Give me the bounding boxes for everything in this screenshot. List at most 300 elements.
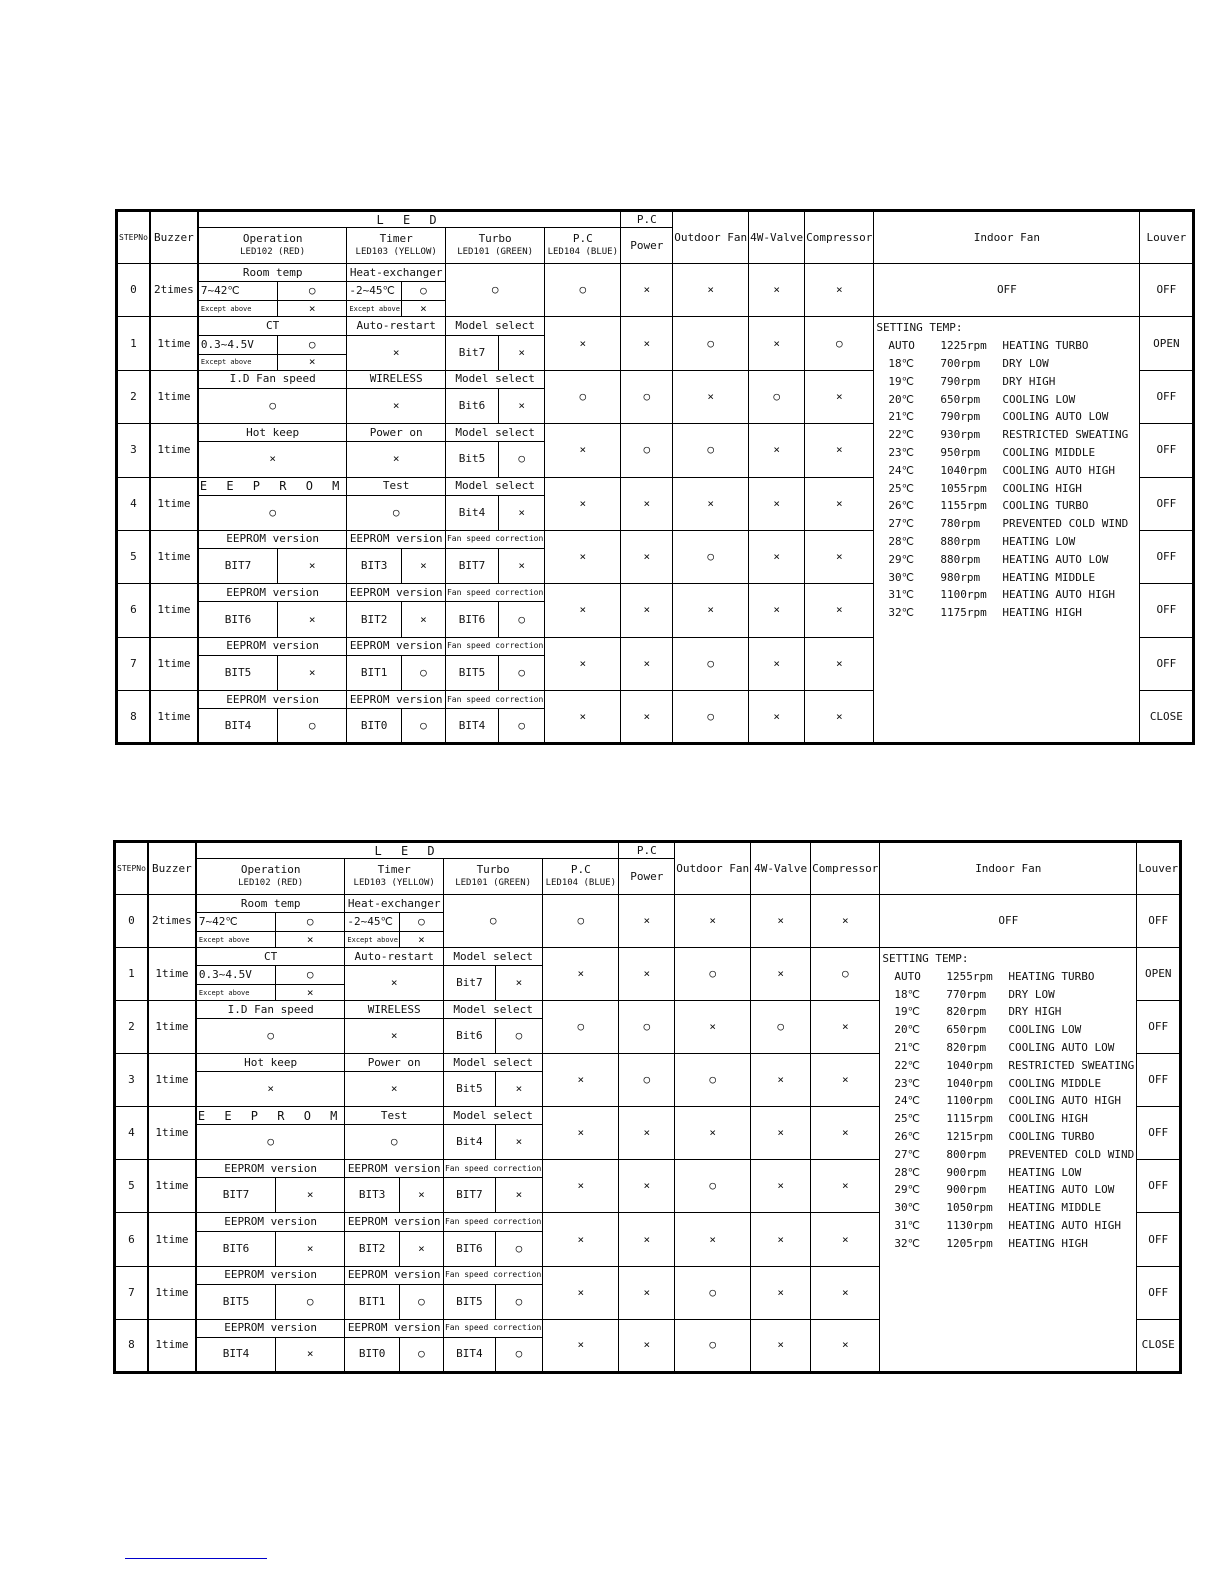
pc-led-value: × (543, 1160, 619, 1213)
model-select-value: × (499, 495, 545, 530)
fan-setting-mode: COOLING AUTO HIGH (1008, 1094, 1121, 1108)
fan-setting-temp: 28℃ (888, 534, 914, 548)
step-number: 8 (117, 691, 150, 744)
outdoor-fan-value: × (675, 1107, 751, 1160)
eeprom-version-label: EEPROM version (347, 637, 446, 655)
fan-setting-row (882, 1217, 1134, 1235)
eeprom-bit-value: × (278, 602, 347, 637)
header-pc-led (543, 859, 619, 895)
eeprom-bit: BIT2 (345, 1231, 400, 1266)
fan-setting-mode: DRY HIGH (1002, 374, 1056, 388)
hot-keep-label: Hot keep (196, 1054, 345, 1072)
model-select-bit: Bit5 (445, 442, 498, 477)
wireless-value: × (345, 1019, 444, 1054)
fan-setting-row (876, 426, 1137, 444)
fan-setting-rpm: 880rpm (940, 534, 981, 548)
outdoor-fan-value: ○ (673, 317, 749, 370)
power-on-value: × (345, 1072, 444, 1107)
eeprom-bit-value: ○ (276, 1284, 345, 1319)
model-select-value: × (499, 335, 545, 370)
except-above-label: Except above (196, 985, 276, 1001)
fan-setting-mode: HEATING HIGH (1002, 606, 1082, 620)
fan-speed-bit: BIT7 (445, 549, 498, 584)
pc-led-value: ○ (543, 1001, 619, 1054)
fan-setting-rpm: 650rpm (946, 1023, 987, 1037)
fan-speed-bit-value: ○ (499, 709, 545, 744)
fan-setting-temp: 20℃ (894, 1023, 920, 1037)
fan-setting-temp: 21℃ (894, 1041, 920, 1055)
louver-value: OFF (1137, 1266, 1181, 1319)
eeprom-bit: BIT7 (198, 549, 278, 584)
fan-setting-rpm: 1215rpm (946, 1130, 993, 1144)
auto-restart-label: Auto-restart (347, 317, 446, 335)
power-on-value: × (347, 442, 446, 477)
header-compressor: Compressor (805, 211, 874, 264)
outdoor-fan-value: × (673, 370, 749, 423)
fan-speed-correction-label: Fan speed correction (445, 637, 544, 655)
eeprom-version-label: EEPROM version (345, 1319, 444, 1337)
buzzer-value: 1time (150, 424, 198, 477)
header-operation (196, 859, 345, 895)
model-select-value: × (495, 1125, 543, 1160)
model-select-bit: Bit6 (443, 1019, 495, 1054)
fan-speed-correction-label: Fan speed correction (443, 1160, 542, 1178)
room-temp-range: 7~42℃ (198, 282, 278, 301)
model-select-label: Model select (445, 317, 544, 335)
compressor-value: × (805, 637, 874, 690)
valve-value: × (751, 1319, 811, 1372)
buzzer-value: 1time (148, 1266, 196, 1319)
eeprom-version-label: EEPROM version (345, 1213, 444, 1231)
test-value: ○ (347, 495, 446, 530)
power-value: ○ (621, 370, 673, 423)
fan-setting-rpm: 950rpm (940, 445, 981, 459)
header-louver: Louver (1140, 211, 1194, 264)
compressor-value: × (811, 1160, 880, 1213)
pc-led-value: × (545, 584, 621, 637)
fan-setting-temp: 30℃ (888, 570, 914, 584)
louver-value: OFF (1140, 264, 1194, 317)
fan-setting-rpm: 1225rpm (940, 339, 987, 353)
led104-label: LED104 (BLUE) (547, 247, 619, 257)
ct-label: CT (196, 948, 345, 966)
buzzer-value: 1time (150, 584, 198, 637)
model-select-bit: Bit4 (445, 495, 498, 530)
eeprom-version-label: EEPROM version (196, 1319, 345, 1337)
test-label: Test (347, 477, 446, 495)
buzzer-value: 1time (150, 637, 198, 690)
indoor-fan-setting-list (876, 319, 1137, 622)
eeprom-version-label: EEPROM version (198, 637, 347, 655)
compressor-value: × (811, 1054, 880, 1107)
id-fan-speed-value: ○ (196, 1019, 345, 1054)
fan-setting-rpm: 1255rpm (946, 969, 993, 983)
fan-setting-mode: PREVENTED COLD WIND (1008, 1147, 1135, 1161)
model-select-label: Model select (443, 1054, 542, 1072)
fan-speed-bit-value: ○ (495, 1284, 543, 1319)
heat-exchanger-value: ○ (401, 282, 445, 301)
fan-setting-rpm: 1050rpm (946, 1201, 993, 1215)
turbo-label: Turbo (476, 863, 510, 876)
test-value: ○ (345, 1125, 444, 1160)
fan-speed-bit-value: ○ (495, 1337, 543, 1372)
power-value: × (619, 895, 675, 948)
power-value: × (619, 948, 675, 1001)
fan-setting-row (876, 515, 1137, 533)
eeprom-bit-value: × (399, 1178, 443, 1213)
hot-keep-value: × (198, 442, 347, 477)
hot-keep-label: Hot keep (198, 424, 347, 442)
outdoor-fan-value: ○ (675, 1160, 751, 1213)
eeprom-bit-value: ○ (278, 709, 347, 744)
louver-value: CLOSE (1140, 691, 1194, 744)
header-buzzer: Buzzer (148, 842, 196, 895)
fan-setting-temp: 24℃ (888, 463, 914, 477)
heat-exchanger-range: -2~45℃ (347, 282, 402, 301)
room-temp-range: 7~42℃ (196, 913, 276, 932)
header-power: Power (619, 859, 675, 895)
model-select-label: Model select (445, 477, 544, 495)
header-turbo (445, 228, 544, 264)
outdoor-fan-value: × (673, 477, 749, 530)
fan-setting-temp: 26℃ (888, 499, 914, 513)
fan-setting-mode: COOLING LOW (1002, 392, 1076, 406)
power-on-label: Power on (345, 1054, 444, 1072)
step-number: 7 (117, 637, 150, 690)
outdoor-fan-value: ○ (673, 424, 749, 477)
buzzer-value: 1time (150, 530, 198, 583)
outdoor-fan-value: ○ (675, 948, 751, 1001)
step-number: 6 (115, 1213, 148, 1266)
fan-setting-rpm: 900rpm (946, 1165, 987, 1179)
step-number: 0 (115, 895, 148, 948)
louver-value: OFF (1140, 584, 1194, 637)
fan-setting-temp: 19℃ (894, 1005, 920, 1019)
ct-label: CT (198, 317, 347, 335)
fan-setting-row (882, 1039, 1134, 1057)
led104-label: LED104 (BLUE) (545, 878, 617, 888)
outdoor-fan-value: ○ (675, 1266, 751, 1319)
eeprom-version-label: EEPROM version (198, 584, 347, 602)
auto-restart-label: Auto-restart (345, 948, 444, 966)
louver-value: OFF (1140, 370, 1194, 423)
ct-except-value: × (278, 354, 347, 370)
hot-keep-value: × (196, 1072, 345, 1107)
fan-setting-mode: HEATING AUTO LOW (1002, 552, 1109, 566)
step-number: 3 (115, 1054, 148, 1107)
outdoor-fan-value: ○ (675, 1319, 751, 1372)
pc-led-label: P.C (572, 232, 593, 245)
step-number: 1 (115, 948, 148, 1001)
fan-setting-mode: COOLING TURBO (1002, 499, 1089, 513)
outdoor-fan-value: × (673, 584, 749, 637)
ct-except-value: × (276, 985, 345, 1001)
compressor-value: × (811, 895, 880, 948)
fan-setting-row (876, 462, 1137, 480)
model-select-label: Model select (443, 1001, 542, 1019)
valve-value: × (749, 317, 805, 370)
header-timer (347, 228, 446, 264)
fan-setting-temp: 27℃ (894, 1147, 920, 1161)
fan-setting-mode: RESTRICTED SWEATING (1008, 1058, 1135, 1072)
fan-speed-bit: BIT4 (443, 1337, 495, 1372)
fan-setting-temp: 32℃ (888, 606, 914, 620)
header-louver: Louver (1137, 842, 1181, 895)
room-temp-label: Room temp (198, 264, 347, 282)
timer-label: Timer (377, 863, 411, 876)
fan-setting-mode: COOLING HIGH (1008, 1112, 1088, 1126)
eeprom-bit-value: ○ (399, 1284, 443, 1319)
heat-exchanger-label: Heat-exchanger (347, 264, 446, 282)
fan-setting-row (876, 569, 1137, 587)
eeprom-bit: BIT0 (347, 709, 402, 744)
outdoor-fan-value: ○ (673, 530, 749, 583)
fan-setting-row (876, 391, 1137, 409)
eeprom-bit: BIT1 (347, 655, 402, 690)
fan-setting-rpm: 700rpm (940, 356, 981, 370)
eeprom-bit-value: × (276, 1178, 345, 1213)
model-select-label: Model select (445, 370, 544, 388)
buzzer-value: 2times (150, 264, 198, 317)
fan-setting-mode: HEATING AUTO HIGH (1008, 1219, 1121, 1233)
fan-setting-row (882, 968, 1134, 986)
eeprom-version-label: EEPROM version (345, 1266, 444, 1284)
step-number: 1 (117, 317, 150, 370)
louver-value: OFF (1137, 1213, 1181, 1266)
compressor-value: ○ (811, 948, 880, 1001)
fan-setting-temp: 28℃ (894, 1165, 920, 1179)
valve-value: × (749, 584, 805, 637)
fan-setting-mode: DRY LOW (1008, 987, 1055, 1001)
valve-value: × (749, 477, 805, 530)
louver-value: CLOSE (1137, 1319, 1181, 1372)
fan-setting-rpm: 1205rpm (946, 1236, 993, 1250)
fan-setting-rpm: 1055rpm (940, 481, 987, 495)
room-temp-except-value: × (278, 301, 347, 317)
valve-value: × (749, 637, 805, 690)
pc-led-value: ○ (543, 895, 619, 948)
eeprom-bit-value: ○ (401, 709, 445, 744)
buzzer-value: 1time (148, 1160, 196, 1213)
led103-label: LED103 (YELLOW) (353, 878, 435, 888)
fan-setting-mode: COOLING TURBO (1008, 1130, 1095, 1144)
eeprom-bit: BIT5 (198, 655, 278, 690)
fan-setting-mode: DRY HIGH (1008, 1005, 1062, 1019)
wireless-label: WIRELESS (347, 370, 446, 388)
fan-setting-mode: HEATING MIDDLE (1002, 570, 1096, 584)
id-fan-speed-label: I.D Fan speed (196, 1001, 345, 1019)
fan-setting-row (876, 337, 1137, 355)
step-number: 6 (117, 584, 150, 637)
power-value: × (621, 264, 673, 317)
pc-led-value: × (543, 1107, 619, 1160)
fan-speed-correction-label: Fan speed correction (445, 691, 544, 709)
power-value: ○ (621, 424, 673, 477)
setting-temp-label: SETTING TEMP: (876, 321, 963, 335)
header-pc: P.C (621, 211, 673, 228)
fan-speed-bit: BIT4 (445, 709, 498, 744)
eeprom-label: E E P R O M (198, 477, 347, 495)
compressor-value: × (811, 1107, 880, 1160)
power-value: × (619, 1160, 675, 1213)
buzzer-value: 1time (148, 1319, 196, 1372)
louver-value: OFF (1140, 477, 1194, 530)
eeprom-bit: BIT4 (198, 709, 278, 744)
valve-value: ○ (751, 1001, 811, 1054)
fan-setting-mode: HEATING TURBO (1008, 969, 1095, 983)
heat-exchanger-label: Heat-exchanger (345, 895, 444, 913)
power-value: × (621, 530, 673, 583)
room-temp-value: ○ (278, 282, 347, 301)
eeprom-bit: BIT4 (196, 1337, 276, 1372)
header-pc-led (545, 228, 621, 264)
buzzer-value: 2times (148, 895, 196, 948)
model-select-value: × (495, 966, 543, 1001)
header-outdoor-fan: Outdoor Fan (675, 842, 751, 895)
valve-value: × (749, 691, 805, 744)
fan-setting-temp: 22℃ (894, 1058, 920, 1072)
pc-led-label: P.C (570, 863, 591, 876)
fan-setting-row (882, 1110, 1134, 1128)
model-select-label: Model select (445, 424, 544, 442)
fan-speed-bit: BIT6 (445, 602, 498, 637)
turbo-value: ○ (443, 895, 542, 948)
outdoor-fan-value: × (675, 1001, 751, 1054)
header-pc: P.C (619, 842, 675, 859)
fan-setting-temp: 32℃ (894, 1236, 920, 1250)
power-value: × (621, 691, 673, 744)
compressor-value: × (805, 691, 874, 744)
fan-setting-temp: 29℃ (888, 552, 914, 566)
eeprom-bit: BIT3 (345, 1178, 400, 1213)
fan-setting-rpm: 900rpm (946, 1183, 987, 1197)
fan-setting-temp: 20℃ (888, 392, 914, 406)
fan-setting-rpm: 1040rpm (940, 463, 987, 477)
eeprom-version-label: EEPROM version (196, 1160, 345, 1178)
eeprom-bit-value: ○ (399, 1337, 443, 1372)
fan-setting-row (876, 586, 1137, 604)
compressor-value: × (811, 1266, 880, 1319)
fan-setting-row (882, 1057, 1134, 1075)
indoor-fan-setting-list (882, 950, 1134, 1253)
except-above-label: Except above (198, 301, 278, 317)
room-temp-label: Room temp (196, 895, 345, 913)
power-value: × (619, 1266, 675, 1319)
power-value: × (621, 637, 673, 690)
pc-led-value: × (545, 317, 621, 370)
fan-setting-mode: COOLING MIDDLE (1002, 445, 1096, 459)
fan-setting-temp: 31℃ (888, 588, 914, 602)
step-number: 8 (115, 1319, 148, 1372)
louver-value: OPEN (1140, 317, 1194, 370)
eeprom-version-label: EEPROM version (347, 530, 446, 548)
heat-exchanger-except-value: × (399, 932, 443, 948)
eeprom-bit-value: × (278, 655, 347, 690)
pc-led-value: ○ (545, 264, 621, 317)
fan-setting-temp: 23℃ (888, 445, 914, 459)
compressor-value: ○ (805, 317, 874, 370)
fan-setting-temp: AUTO (888, 339, 915, 353)
model-select-value: ○ (495, 1019, 543, 1054)
buzzer-value: 1time (150, 477, 198, 530)
eeprom-bit: BIT1 (345, 1284, 400, 1319)
pc-led-value: × (545, 691, 621, 744)
fan-setting-mode: RESTRICTED SWEATING (1002, 428, 1129, 442)
fan-speed-bit-value: ○ (499, 602, 545, 637)
eeprom-version-label: EEPROM version (347, 584, 446, 602)
eeprom-version-label: EEPROM version (196, 1213, 345, 1231)
fan-setting-mode: HEATING LOW (1002, 534, 1076, 548)
fan-setting-rpm: 1040rpm (946, 1076, 993, 1090)
buzzer-value: 1time (148, 1213, 196, 1266)
led101-label: LED101 (GREEN) (455, 878, 532, 888)
led101-label: LED101 (GREEN) (457, 247, 534, 257)
compressor-value: × (805, 424, 874, 477)
pc-led-value: × (545, 530, 621, 583)
operation-label: Operation (240, 863, 301, 876)
pc-led-value: × (543, 948, 619, 1001)
header-led: L E D (196, 842, 619, 859)
valve-value: × (751, 1213, 811, 1266)
power-value: × (621, 477, 673, 530)
power-value: × (619, 1319, 675, 1372)
link-underline (125, 1558, 267, 1559)
eeprom-bit: BIT6 (198, 602, 278, 637)
header-compressor: Compressor (811, 842, 880, 895)
fan-setting-row (882, 1021, 1134, 1039)
fan-setting-row (882, 1092, 1134, 1110)
id-fan-speed-label: I.D Fan speed (198, 370, 347, 388)
led103-label: LED103 (YELLOW) (355, 247, 437, 257)
buzzer-value: 1time (148, 948, 196, 1001)
fan-setting-rpm: 820rpm (946, 1041, 987, 1055)
eeprom-bit-value: × (399, 1231, 443, 1266)
valve-value: × (751, 1266, 811, 1319)
valve-value: × (749, 424, 805, 477)
fan-setting-temp: 27℃ (888, 517, 914, 531)
ct-range: 0.3~4.5V (198, 335, 278, 354)
heat-exchanger-except-value: × (401, 301, 445, 317)
eeprom-bit-value: × (401, 602, 445, 637)
fan-setting-mode: COOLING LOW (1008, 1023, 1082, 1037)
fan-setting-rpm: 1130rpm (946, 1219, 993, 1233)
step-number: 0 (117, 264, 150, 317)
power-value: ○ (619, 1001, 675, 1054)
fan-setting-row (876, 355, 1137, 373)
fan-setting-temp: 21℃ (888, 410, 914, 424)
fan-setting-temp: 29℃ (894, 1183, 920, 1197)
buzzer-value: 1time (148, 1107, 196, 1160)
wireless-label: WIRELESS (345, 1001, 444, 1019)
power-value: × (621, 584, 673, 637)
led102-label: LED102 (RED) (240, 247, 306, 257)
fan-setting-rpm: 790rpm (940, 374, 981, 388)
heat-exchanger-value: ○ (399, 913, 443, 932)
fan-setting-temp: 19℃ (888, 374, 914, 388)
model-select-bit: Bit5 (443, 1072, 495, 1107)
auto-restart-value: × (347, 335, 446, 370)
fan-speed-bit: BIT6 (443, 1231, 495, 1266)
header-outdoor-fan: Outdoor Fan (673, 211, 749, 264)
fan-setting-row (876, 408, 1137, 426)
fan-setting-row (882, 1075, 1134, 1093)
except-above-label: Except above (345, 932, 400, 948)
compressor-value: × (805, 370, 874, 423)
step-number: 4 (117, 477, 150, 530)
fan-setting-mode: HEATING TURBO (1002, 339, 1089, 353)
step-number: 3 (117, 424, 150, 477)
louver-value: OFF (1137, 1107, 1181, 1160)
